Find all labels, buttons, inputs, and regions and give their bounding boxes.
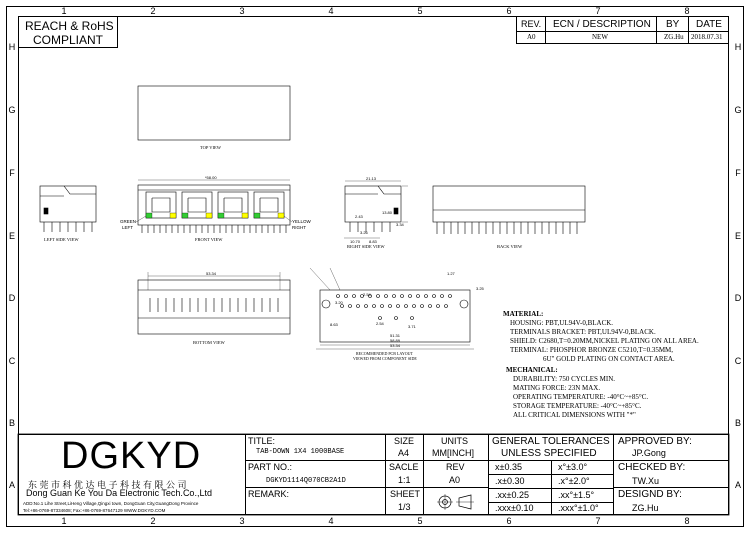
approved-label: APPROVED BY:	[618, 436, 692, 447]
units-value: MM[INCH]	[432, 448, 474, 458]
ecn-value: NEW	[592, 33, 608, 41]
checked-value: TW.Xu	[632, 476, 660, 486]
date-header: DATE	[696, 19, 722, 30]
tol-row-1-col-2	[551, 460, 614, 475]
mechanical-line-2: MATING FORCE: 23N MAX.	[513, 384, 601, 392]
by-header: BY	[666, 19, 680, 30]
zone-col-2-bottom: 2	[150, 516, 156, 526]
company-contact: Tel:+86-0769-87334608; Fax:+86-0769-87647129 WWW.DGKYD.COM	[23, 508, 166, 513]
compliance-line-1: REACH & RoHS	[25, 19, 114, 33]
led-label-right: RIGHT	[292, 225, 306, 230]
zone-row-g-right: G	[734, 105, 742, 115]
zone-col-6-top: 6	[506, 6, 512, 16]
dim-side-h2: 2.43	[355, 214, 363, 219]
zone-col-7-top: 7	[595, 6, 601, 16]
mechanical-line-3: OPERATING TEMPERATURE: -40°C~+85°C.	[513, 393, 649, 401]
zone-row-a-left: A	[8, 480, 15, 490]
ecn-header: ECN / DESCRIPTION	[553, 19, 651, 30]
size-label: SIZE	[394, 436, 415, 446]
led-yellow-2	[206, 213, 212, 218]
mechanical-line-5: ALL CRITICAL DIMENSIONS WITH "*"	[513, 411, 636, 419]
dim-side-d1: 3.26	[360, 230, 368, 235]
date-value: 2018.07.31	[691, 33, 723, 41]
tol-angular-3: .xx°±1.5°	[558, 490, 595, 500]
zone-row-e-left: E	[8, 231, 15, 241]
part-label: PART NO.:	[248, 462, 293, 472]
led-green-3	[218, 213, 224, 218]
part-cell	[245, 460, 386, 488]
scale-value: 1:1	[398, 475, 411, 485]
tol-row-3-col-1	[488, 488, 552, 503]
design-value: ZG.Hu	[632, 503, 659, 513]
led-yellow-3	[242, 213, 248, 218]
third-angle-projection-icon	[424, 488, 490, 516]
led-green-2	[182, 213, 188, 218]
material-line-5: 6U" GOLD PLATING ON CONTACT AREA.	[543, 355, 675, 363]
led-yellow-1	[170, 213, 176, 218]
part-value: DGKYD1114Q070CB2A1D	[266, 477, 346, 485]
sheet-label: SHEET	[390, 489, 421, 499]
company-logo: DGKYD	[61, 435, 202, 477]
zone-col-7-bottom: 7	[595, 516, 601, 526]
right-side-view	[344, 181, 408, 238]
zone-row-d-left: D	[8, 293, 16, 303]
zone-col-4-top: 4	[328, 6, 334, 16]
material-line-1: HOUSING: PBT,UL94V-0,BLACK.	[510, 319, 614, 327]
tol-linear-1: x±0.35	[495, 462, 522, 472]
remark-cell	[245, 487, 386, 515]
rev-block-value: A0	[449, 475, 461, 485]
checked-cell	[613, 460, 729, 488]
zone-col-2-top: 2	[150, 6, 156, 16]
dim-front-width: *58.00	[205, 175, 217, 180]
rev-value: A0	[527, 33, 536, 41]
title-value: TAB-DOWN 1X4 1000BASE	[256, 448, 345, 456]
zone-col-3-bottom: 3	[239, 516, 245, 526]
top-view-outline	[138, 86, 290, 140]
zone-row-b-left: B	[8, 418, 15, 428]
zone-row-h-left: H	[8, 42, 16, 52]
company-address: ADD:No.1 Lihe Street,LiHeng Village,Qingxi town, DongGuan City,GuangDong Province	[23, 501, 199, 506]
led-green-4	[254, 213, 260, 218]
remark-label: REMARK:	[248, 489, 290, 499]
bottom-view-caption: BOTTOM VIEW	[193, 340, 225, 345]
company-name-cn: 东 莞 市 科 优 达 电 子 科 技 有 限 公 司	[28, 480, 187, 490]
zone-row-e-right: E	[734, 231, 741, 241]
led-green-1	[146, 213, 152, 218]
front-view-caption: FRONT VIEW	[195, 237, 223, 242]
top-view-caption: TOP VIEW	[200, 145, 222, 150]
left-side-view	[40, 186, 96, 232]
pcb-layout-caption: RECOMMENDED PCB LAYOUT	[356, 351, 413, 356]
zone-row-c-left: C	[8, 356, 16, 366]
zone-row-h-right: H	[734, 42, 742, 52]
material-heading: MATERIAL:	[503, 310, 544, 318]
company-name-en: Dong Guan Ke You Da Electronic Tech.Co.,Ltd	[26, 488, 212, 498]
by-value: ZG.Hu	[664, 33, 684, 41]
dim-side-d4: 8.83	[369, 239, 377, 244]
company-block	[18, 434, 246, 515]
zone-row-c-right: C	[734, 356, 742, 366]
tol-row-2-col-1	[488, 474, 552, 489]
zone-col-6-bottom: 6	[506, 516, 512, 526]
zone-col-3-top: 3	[239, 6, 245, 16]
zone-col-1-bottom: 1	[61, 516, 67, 526]
led-label-yellow: YELLOW	[292, 219, 311, 224]
dim-pcb-d4: 3.20	[335, 300, 343, 305]
zone-row-g-left: G	[8, 105, 16, 115]
material-line-2: TERMINALS BRACKET: PBT,UL94V-0,BLACK.	[510, 328, 656, 336]
mechanical-line-1: DURABILITY: 750 CYCLES MIN.	[513, 375, 616, 383]
zone-row-f-left: F	[9, 168, 15, 178]
tol-linear-2: .x±0.30	[495, 476, 525, 486]
tol-angular-1: x°±3.0°	[558, 462, 588, 472]
design-label: DESIGND BY:	[618, 489, 682, 500]
back-view	[433, 186, 585, 234]
sheet-cell	[385, 487, 424, 515]
dim-side-d3: 10.70	[350, 239, 361, 244]
led-yellow-4	[278, 213, 284, 218]
left-side-view-caption: LEFT SIDE VIEW	[44, 237, 79, 242]
zone-row-a-right: A	[734, 480, 741, 490]
tol-angular-2: .x°±2.0°	[558, 476, 590, 486]
back-view-caption: BACK VIEW	[497, 244, 523, 249]
dim-side-width: 21.13	[366, 176, 377, 181]
pcb-layout-subcaption: VIEWED FROM COMPONENT SIDE	[353, 356, 417, 361]
tol-linear-4: .xxx±0.10	[495, 503, 534, 513]
zone-col-8-top: 8	[684, 6, 690, 16]
tol-linear-3: .xx±0.25	[495, 490, 529, 500]
mechanical-heading: MECHANICAL:	[506, 366, 558, 374]
approved-cell	[613, 434, 729, 461]
zone-row-d-right: D	[734, 293, 742, 303]
size-cell	[385, 434, 424, 461]
checked-label: CHECKED BY:	[618, 462, 686, 473]
dim-bottom-width: 53.34	[206, 271, 217, 276]
right-side-view-caption: RIGHT SIDE VIEW	[347, 244, 385, 249]
projection-cell	[423, 487, 489, 515]
tol-row-2-col-2	[551, 474, 614, 489]
units-cell	[423, 434, 489, 461]
zone-row-b-right: B	[734, 418, 741, 428]
tolerance-heading-cell	[488, 434, 614, 461]
dim-pcb-d10: 53.34	[390, 343, 401, 348]
tol-row-1-col-1	[488, 460, 552, 475]
scale-label: SACLE	[389, 462, 419, 472]
sheet-value: 1/3	[398, 502, 411, 512]
approved-value: JP.Gong	[632, 448, 666, 458]
dim-pcb-d1: 1.27	[447, 271, 455, 276]
zone-col-5-top: 5	[417, 6, 423, 16]
dim-pcb-d9: 58.89	[390, 338, 401, 343]
dim-pcb-d2: 2.54	[363, 292, 371, 297]
tolerance-heading-1: GENERAL TOLERANCES	[492, 436, 610, 447]
compliance-line-2: COMPLIANT	[33, 33, 104, 47]
bottom-view	[138, 272, 290, 334]
size-value: A4	[398, 448, 410, 458]
dim-side-h1: 13.80	[382, 210, 393, 215]
material-line-4: TERMINAL: PHOSPHOR BRONZE C5210,T=0.35MM,	[510, 346, 674, 354]
dim-pcb-d6: 8.63	[330, 322, 338, 327]
zone-col-4-bottom: 4	[328, 516, 334, 526]
tol-row-4-col-2	[551, 502, 614, 515]
zone-col-5-bottom: 5	[417, 516, 423, 526]
zone-row-f-right: F	[735, 168, 741, 178]
tolerance-heading-2: UNLESS SPECIFIED	[501, 448, 597, 459]
mechanical-line-4: STORAGE TEMPERATURE: -40°C~+85°C.	[513, 402, 642, 410]
design-cell	[613, 487, 729, 515]
front-view	[138, 180, 290, 233]
tol-row-4-col-1	[488, 502, 552, 515]
title-cell	[245, 434, 386, 461]
rev-block-label: REV	[446, 462, 465, 472]
dim-side-d2: 3.34	[396, 222, 404, 227]
led-label-green: GREEN	[120, 219, 137, 224]
dim-pcb-d8: 51.31	[390, 333, 401, 338]
zone-col-8-bottom: 8	[684, 516, 690, 526]
dim-pcb-d5: 2.54	[376, 321, 384, 326]
rev-header: REV.	[521, 19, 542, 29]
scale-cell	[385, 460, 424, 488]
title-label: TITLE:	[248, 436, 276, 446]
material-line-3: SHIELD: C2680,T=0.20MM,NICKEL PLATING ON ALL AREA.	[510, 337, 699, 345]
units-label: UNITS	[441, 436, 468, 446]
dim-pcb-d7: 3.71	[408, 324, 416, 329]
tol-row-3-col-2	[551, 488, 614, 503]
dim-pcb-d3: 3.25	[476, 286, 484, 291]
zone-col-1-top: 1	[61, 6, 67, 16]
led-label-left: LEFT	[122, 225, 134, 230]
rev-block-cell	[423, 460, 489, 488]
tol-angular-4: .xxx°±1.0°	[558, 503, 599, 513]
